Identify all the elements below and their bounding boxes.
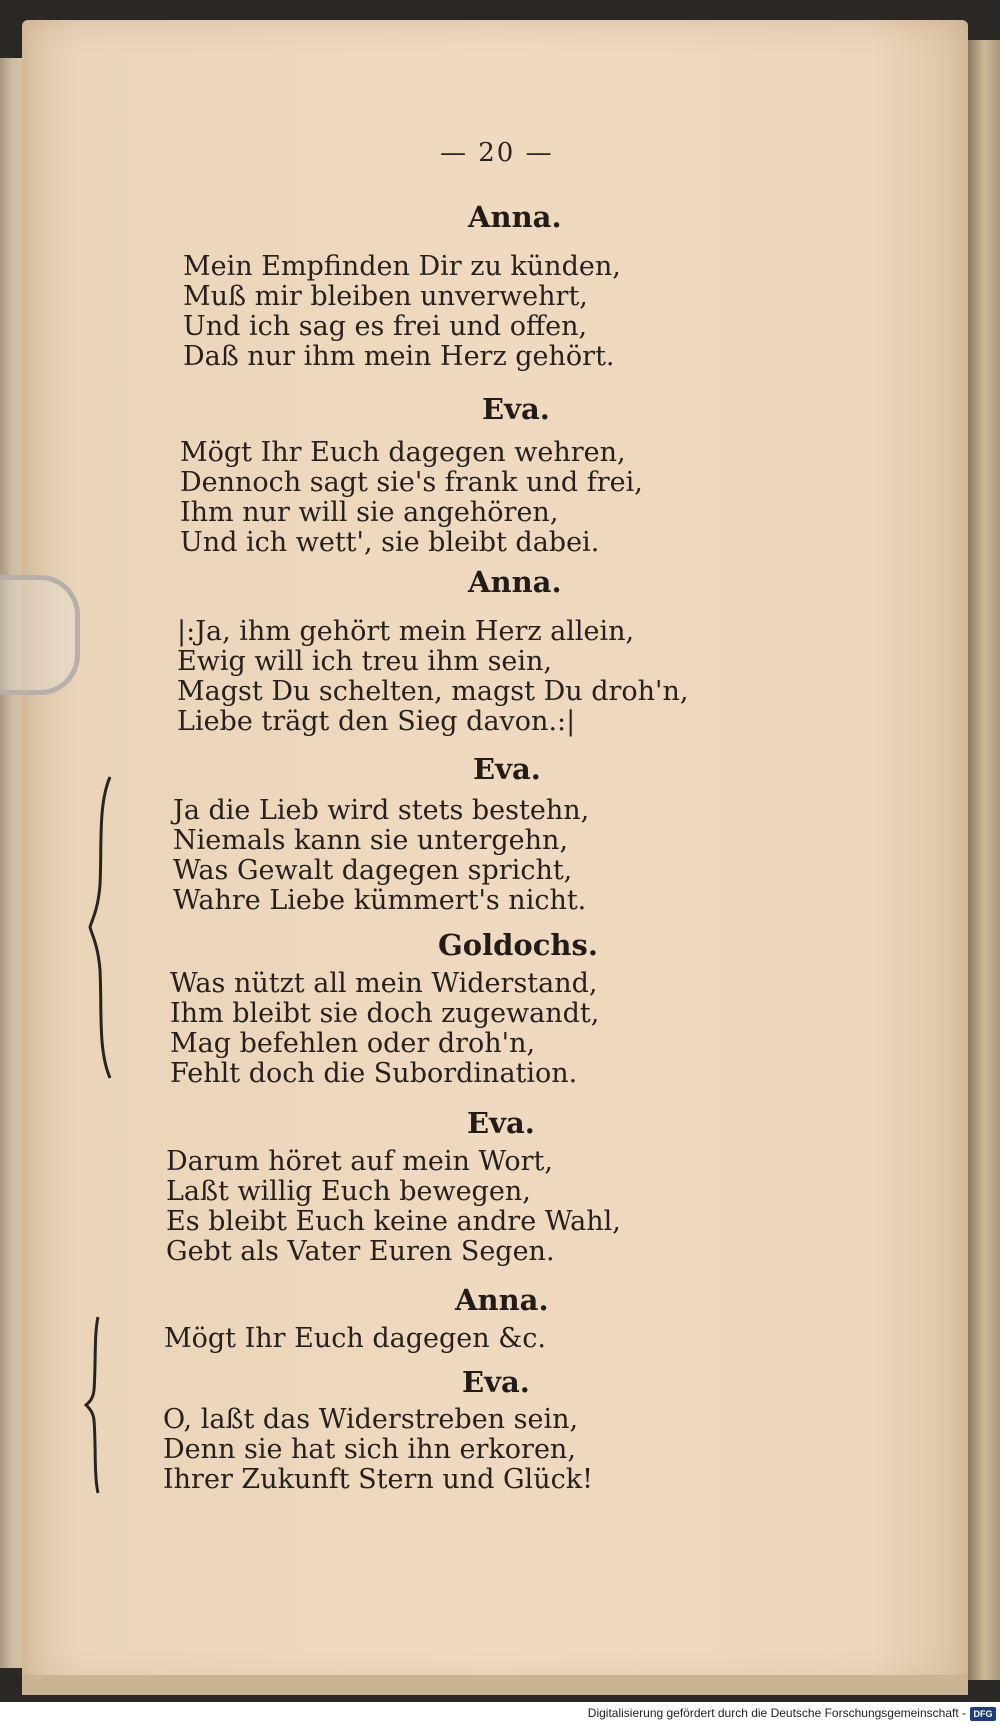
speaker-name: Eva. — [462, 1365, 530, 1399]
verse-line: Ewig will ich treu ihm sein, — [177, 646, 553, 677]
dfg-logo: DFG — [970, 1707, 996, 1721]
margin-brace-mark — [84, 1315, 110, 1495]
verse-line: Was nützt all mein Widerstand, — [170, 968, 598, 999]
page-number: — 20 — — [440, 138, 554, 168]
verse-line: Laßt willig Euch bewegen, — [166, 1176, 531, 1207]
footer-credit: Digitalisierung gefördert durch die Deutsche Forschungsgemeinschaft - — [587, 1706, 966, 1720]
verse-line: Mögt Ihr Euch dagegen wehren, — [180, 437, 626, 468]
verse-line: Was Gewalt dagegen spricht, — [173, 855, 573, 886]
verse-block — [173, 796, 589, 916]
verse-line: Daß nur ihm mein Herz gehört. — [183, 341, 615, 372]
verse-line: Ihm bleibt sie doch zugewandt, — [170, 998, 600, 1029]
page-clip — [0, 575, 80, 695]
verse-line: Wahre Liebe kümmert's nicht. — [173, 885, 587, 916]
verse-block — [177, 617, 688, 737]
speaker-name: Anna. — [468, 200, 562, 234]
verse-line: Muß mir bleiben unverwehrt, — [183, 281, 588, 312]
speaker-name: Goldochs. — [438, 928, 598, 962]
verse-line: Mein Empfinden Dir zu künden, — [183, 251, 621, 282]
verse-line: Ihrer Zukunft Stern und Glück! — [163, 1464, 593, 1495]
speaker-name: Anna. — [455, 1283, 549, 1317]
verse-line: Mag befehlen oder droh'n, — [170, 1028, 536, 1059]
book-right-edge — [968, 40, 1000, 1680]
verse-block — [166, 1147, 621, 1267]
verse-line: Denn sie hat sich ihn erkoren, — [163, 1434, 576, 1465]
verse-block — [183, 252, 621, 372]
verse-line: Ihm nur will sie angehören, — [180, 497, 559, 528]
verse-line: |:Ja, ihm gehört mein Herz allein, — [177, 616, 635, 647]
verse-block — [164, 1324, 546, 1354]
verse-line: Magst Du schelten, magst Du droh'n, — [177, 676, 689, 707]
speaker-name: Eva. — [467, 1106, 535, 1140]
verse-line: Und ich sag es frei und offen, — [183, 311, 588, 342]
verse-line: Gebt als Vater Euren Segen. — [166, 1236, 555, 1267]
speaker-name: Eva. — [482, 392, 550, 426]
margin-brace-mark — [88, 775, 118, 1080]
verse-line: Fehlt doch die Subordination. — [170, 1058, 578, 1089]
verse-block — [170, 969, 599, 1089]
verse-block — [180, 438, 643, 558]
speaker-name: Eva. — [473, 752, 541, 786]
page-bottom-edge — [22, 1675, 968, 1695]
verse-line: Darum höret auf mein Wort, — [166, 1146, 553, 1177]
speaker-name: Anna. — [468, 565, 562, 599]
verse-line: O, laßt das Widerstreben sein, — [163, 1404, 579, 1435]
verse-line: Es bleibt Euch keine andre Wahl, — [166, 1206, 621, 1237]
verse-line: Mögt Ihr Euch dagegen &c. — [164, 1323, 546, 1354]
verse-line: Niemals kann sie untergehn, — [173, 825, 569, 856]
verse-line: Dennoch sagt sie's frank und frei, — [180, 467, 643, 498]
verse-line: Ja die Lieb wird stets bestehn, — [173, 795, 590, 826]
verse-line: Und ich wett', sie bleibt dabei. — [180, 527, 600, 558]
verse-line: Liebe trägt den Sieg davon.:| — [177, 706, 576, 737]
digitization-footer — [0, 1702, 1000, 1726]
verse-block — [163, 1405, 593, 1495]
